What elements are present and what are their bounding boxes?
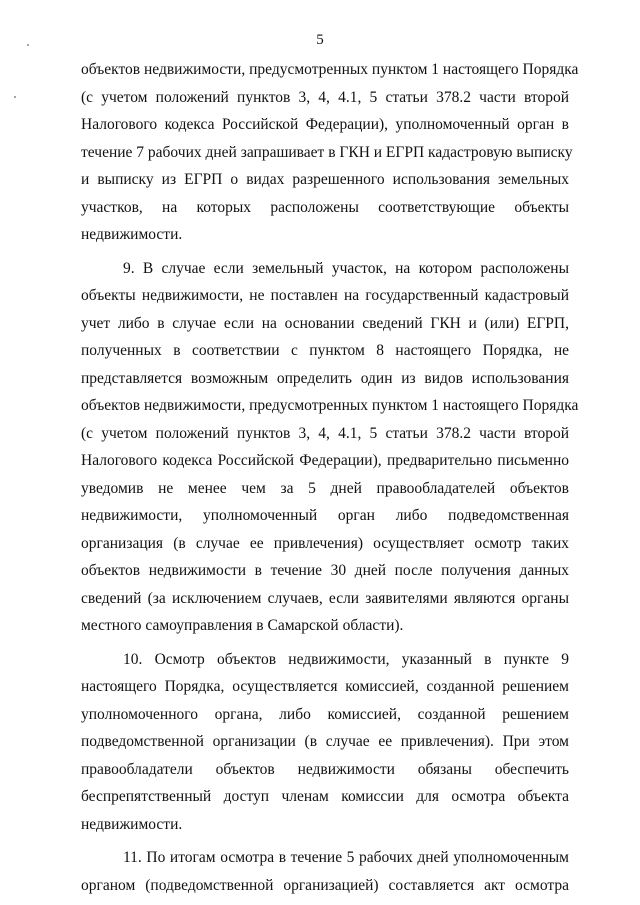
- text-line: и выписку из ЕГРП о видах разрешенного использования земельных: [81, 171, 569, 188]
- text-line: беспрепятственный доступ членам комиссии для осмотра объекта: [81, 788, 569, 805]
- text-line: 9. В случае если земельный участок, на котором расположены: [123, 259, 569, 277]
- text-line: подведомственной организации (в случае ее привлечения). При этом: [81, 733, 569, 750]
- text-line: недвижимости.: [81, 226, 183, 243]
- text-line: местного самоуправления в Самарской области).: [81, 617, 404, 634]
- paragraph-p11: [81, 844, 569, 899]
- text-line: объектов недвижимости, предусмотренных пунктом 1 настоящего Порядка: [81, 61, 579, 78]
- text-line: учет либо в случае если на основании сведений ГКН и (или) ЕГРП,: [81, 314, 569, 332]
- text-line: уполномоченного органа, либо комиссией, созданной решением: [81, 705, 569, 723]
- text-line: 10. Осмотр объектов недвижимости, указанный в пункте 9: [123, 650, 569, 668]
- scan-speck: [14, 96, 16, 98]
- page-number: 5: [316, 32, 324, 48]
- paragraph-p8-cont: [81, 56, 579, 249]
- text-line: Налогового кодекса Российской Федерации), предварительно письменно: [81, 452, 569, 469]
- paragraph-p10: [81, 646, 569, 839]
- text-line: объектов недвижимости, предусмотренных пунктом 1 настоящего Порядка: [81, 397, 579, 414]
- text-line: объектов недвижимости в течение 30 дней после получения данных: [81, 562, 569, 579]
- text-line: недвижимости, уполномоченный орган либо подведомственная: [81, 507, 569, 524]
- text-line: объекты недвижимости, не поставлен на государственный кадастровый: [81, 287, 569, 304]
- text-line: (с учетом положений пунктов 3, 4, 4.1, 5 статьи 378.2 части второй: [81, 88, 569, 106]
- text-line: сведений (за исключением случаев, если заявителями являются органы: [81, 589, 569, 607]
- text-line: представляется возможным определить один из видов использования: [81, 369, 569, 387]
- text-line: течение 7 рабочих дней запрашивает в ГКН и ЕГРП кадастровую выписку: [81, 143, 573, 161]
- text-line: участков, на которых расположены соответствующие объекты: [81, 198, 569, 216]
- text-line: недвижимости.: [81, 815, 183, 833]
- text-line: правообладатели объектов недвижимости обязаны обеспечить: [81, 760, 569, 778]
- text-line: организация (в случае ее привлечения) осуществляет осмотр таких: [81, 534, 569, 552]
- text-line: органом (подведомственной организацией) составляется акт осмотра: [81, 876, 569, 894]
- paragraph-p9: [81, 255, 579, 640]
- document-body: [81, 56, 579, 899]
- text-line: уведомив не менее чем за 5 дней правообладателей объектов: [81, 479, 569, 497]
- text-line: Налогового кодекса Российской Федерации), уполномоченный орган в: [81, 116, 569, 133]
- text-line: настоящего Порядка, осуществляется комиссией, созданной решением: [81, 678, 569, 695]
- text-line: (с учетом положений пунктов 3, 4, 4.1, 5 статьи 378.2 части второй: [81, 424, 569, 442]
- text-line: полученных в соответствии с пунктом 8 настоящего Порядка, не: [81, 342, 569, 359]
- text-line: 11. По итогам осмотра в течение 5 рабочих дней уполномоченным: [123, 849, 569, 866]
